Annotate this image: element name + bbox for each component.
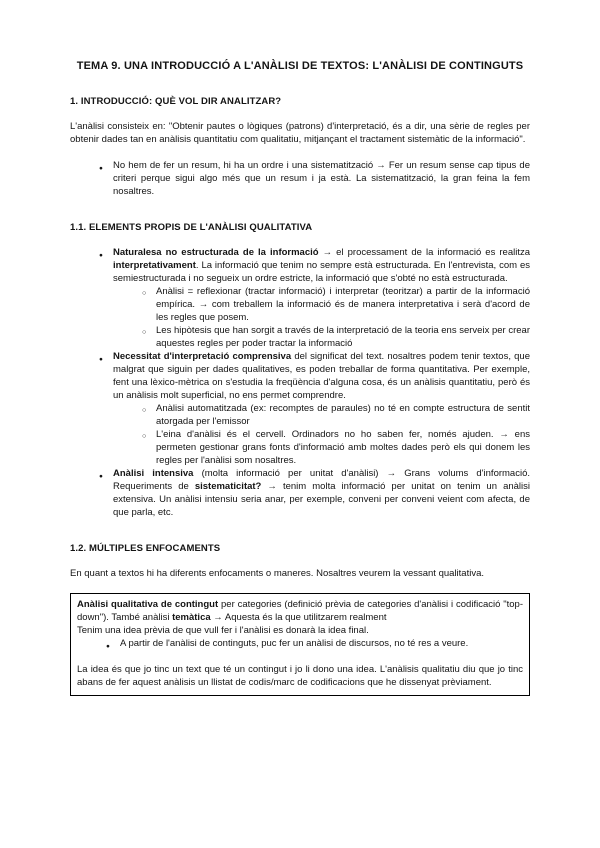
text-run: del significat del text. nosaltres podem tenir textos, que malgrat que siguin per dades qualitatives, es poden treballar de forma quantitativa. Per exemple, fent una lèxico-mètrica on s'estudia la freqüència d'alguna cosa, és un anàlisis quantitatiu, però és un anàlisis molt superficial, no ens permet comprendre. [113, 351, 530, 401]
text-run: Anàlisi automatitzada (ex: recomptes de paraules) no té en compte estructura de sentit atorgada per l'emissor [156, 403, 530, 427]
bold-text: 1. INTRODUCCIÓ: QUÈ VOL DIR ANALITZAR? [70, 96, 282, 107]
bullet-item [70, 159, 530, 198]
bold-text: Anàlisi intensiva [113, 468, 194, 479]
text-run: En quant a textos hi ha diferents enfocaments o maneres. Nosaltres veurem la vessant qualitativa. [70, 568, 485, 579]
bold-text: Naturalesa no estructurada de la informació [113, 247, 319, 258]
sub-bullet-item [70, 402, 530, 428]
bold-text: temàtica [172, 612, 211, 623]
text-run: → Aquesta és la que utilitzarem realment [210, 612, 387, 623]
text-run: L'eina d'anàlisi és el cervell. Ordinadors no ho saben fer, només ajuden. → ens permeten gestionar grans fonts d'informació amb moltes dades però els qui donem les regles per l'anàlisi som nosaltres. [156, 429, 530, 466]
sub-bullet-item [70, 324, 530, 350]
bullet-item [70, 246, 530, 285]
bold-text: Anàlisi qualitativa de contingut [77, 599, 219, 610]
paragraph [70, 120, 530, 146]
bold-text: 1.1. ELEMENTS PROPIS DE L'ANÀLISI QUALITATIVA [70, 222, 313, 233]
paragraph [77, 663, 523, 689]
text-run: No hem de fer un resum, hi ha un ordre i una sistematització → Fer un resum sense cap tipus de criteri perque sigui algo més que un resum i ja està. La sistematització, la gran feina la fem nosaltres. [113, 160, 530, 197]
text-run: per categories (definició prèvia de categories d'anàlisi i codificació "top-down"). També anàlisi [77, 599, 523, 623]
bullet-item [77, 637, 523, 650]
bullet-item [70, 350, 530, 402]
callout-box [70, 593, 530, 696]
text-run: → el processament de la informació es realitza [318, 247, 530, 258]
document-body [70, 96, 530, 696]
text-run: L'anàlisi consisteix en: "Obtenir pautes o lògiques (patrons) d'interpretació, és a dir, una sèrie de regles per obtenir dades tan en anàlisis quantitatiu com qualitatiu, mitjançant el tractament sistemàtic de la informació". [70, 121, 530, 145]
bold-text: Necessitat d'interpretació comprensiva [113, 351, 292, 362]
text-run: → tenim molta informació per unitat on tenim un anàlisi extensiva. Un anàlisi intensiu seria anar, per exemple, conveni per conveni veient com afecta, de que parla, etc. [113, 481, 530, 518]
text-run: La idea és que jo tinc un text que té un contingut i jo li dono una idea. L'anàlisis qualitatiu diu que jo tinc abans de fer aquest anàlisis un llistat de codis/marc de codificacions que he dissenyat prèviament. [77, 664, 523, 688]
bold-text: sistematicitat? [194, 481, 262, 492]
text-run: Anàlisi = reflexionar (tractar informació) i interpretar (teoritzar) a partir de la informació empírica. → com treballem la informació és de manera interpretativa i serà d'acord de les regles que posem. [156, 286, 530, 323]
bold-text: interpretativament [113, 260, 196, 271]
bullet-item [70, 467, 530, 519]
section-heading [70, 96, 530, 107]
sub-bullet-item [70, 428, 530, 467]
text-run: (molta informació per unitat d'anàlisi) → Grans volums d'informació. Requeriments de [113, 468, 530, 492]
document-title: TEMA 9. UNA INTRODUCCIÓ A L'ANÀLISI DE TEXTOS: L'ANÀLISI DE CONTINGUTS [76, 60, 524, 72]
text-run: A partir de l'anàlisi de continguts, puc fer un anàlisi de discursos, no té res a veure. [120, 638, 469, 649]
text-run: Les hipòtesis que han sorgit a través de la interpretació de la teoria ens serveix per crear aquestes regles per poder tractar la informació [156, 325, 530, 349]
sub-bullet-item [70, 285, 530, 324]
paragraph [77, 624, 523, 637]
text-run: Tenim una idea prèvia de que vull fer i l'anàlisi es donarà la idea final. [77, 625, 369, 636]
section-heading [70, 222, 530, 233]
section-heading [70, 543, 530, 554]
paragraph [77, 598, 523, 624]
bold-text: 1.2. MÚLTIPLES ENFOCAMENTS [70, 543, 221, 554]
paragraph [70, 567, 530, 580]
text-run: . La informació que tenim no sempre està estructurada. En l'entrevista, com es semiestructurada i no segueix un ordre estricte, la informació que s'obté no està estructurada. [113, 260, 530, 284]
